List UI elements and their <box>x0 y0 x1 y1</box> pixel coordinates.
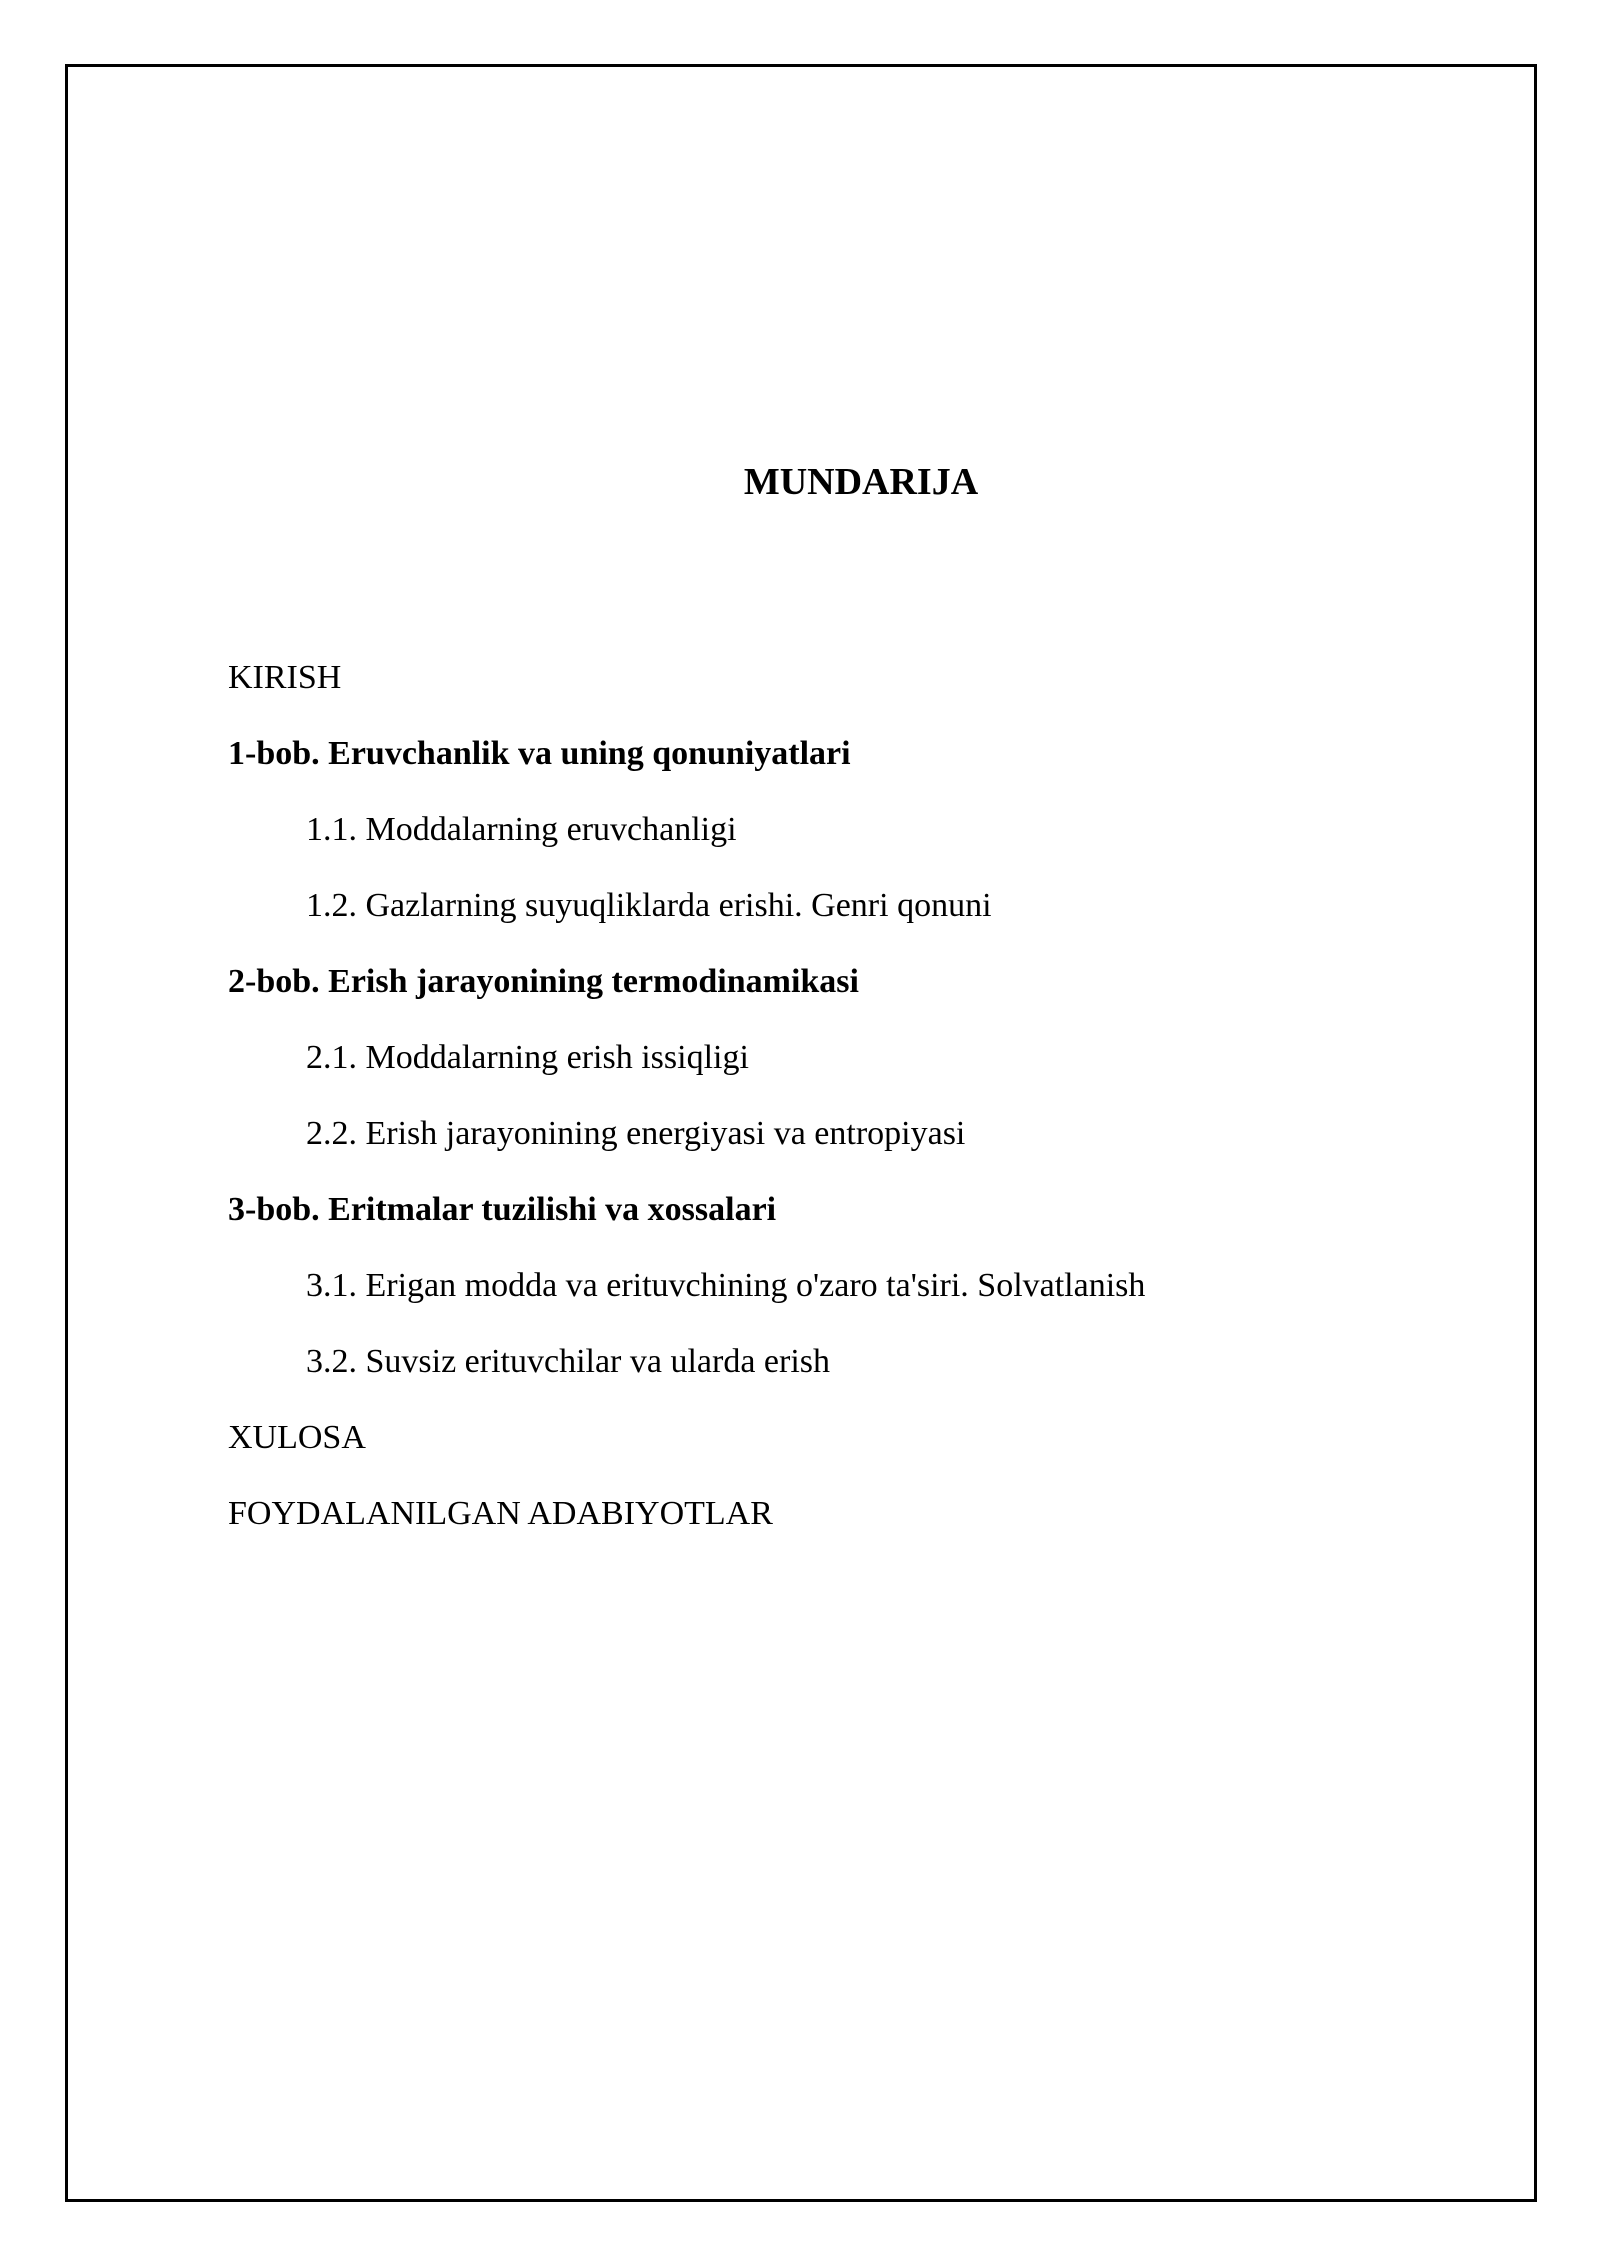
toc-section-2-1: 2.1. Moddalarning erish issiqligi <box>306 1039 749 1076</box>
toc-section-3-2: 3.2. Suvsiz erituvchilar va ularda erish <box>306 1343 831 1380</box>
toc-section-1-1: 1.1. Moddalarning eruvchanligi <box>306 811 737 848</box>
table-of-contents <box>228 640 1428 1552</box>
toc-entry-xulosa: XULOSA <box>228 1419 366 1456</box>
toc-section-3-1: 3.1. Erigan modda va erituvchining o'zaro ta'siri. Solvatlanish <box>306 1267 1146 1304</box>
toc-chapter-3: 3-bob. Eritmalar tuzilishi va xossalari <box>228 1191 777 1228</box>
toc-section-1-2: 1.2. Gazlarning suyuqliklarda erishi. Genri qonuni <box>306 887 992 924</box>
toc-chapter-1: 1-bob. Eruvchanlik va uning qonuniyatlari <box>228 735 851 772</box>
toc-chapter-2: 2-bob. Erish jarayonining termodinamikasi <box>228 963 859 1000</box>
toc-section-2-2: 2.2. Erish jarayonining energiyasi va entropiyasi <box>306 1115 966 1152</box>
page-title: MUNDARIJA <box>743 461 979 503</box>
toc-entry-kirish: KIRISH <box>228 659 342 696</box>
toc-entry-adabiyotlar: FOYDALANILGAN ADABIYOTLAR <box>228 1495 773 1532</box>
